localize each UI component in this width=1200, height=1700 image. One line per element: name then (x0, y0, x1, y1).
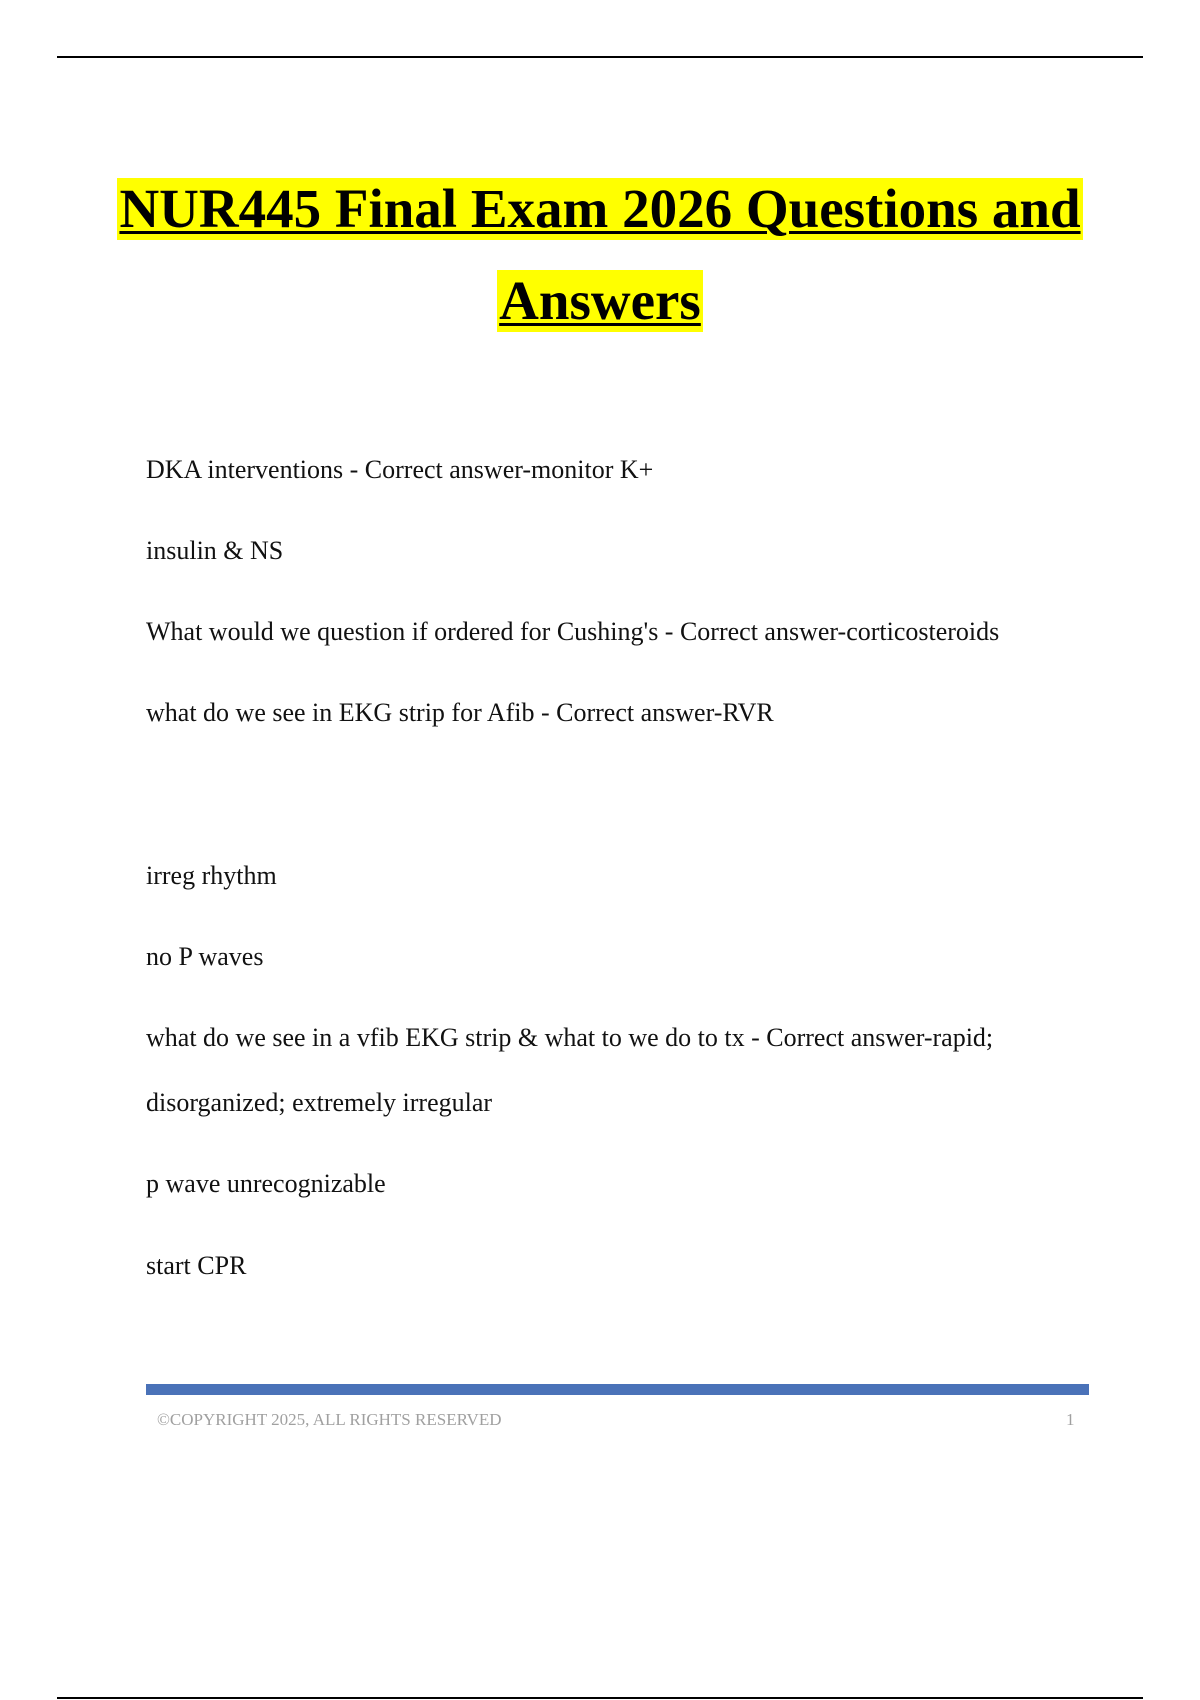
qa-line: insulin & NS (146, 536, 284, 565)
footer-copyright: ©COPYRIGHT 2025, ALL RIGHTS RESERVED (157, 1410, 502, 1429)
qa-line: What would we question if ordered for Cushing's - Correct answer-corticosteroids (146, 617, 1000, 646)
qa-line: DKA interventions - Correct answer-monitor K+ (146, 455, 654, 484)
header-rule (57, 56, 1143, 58)
qa-line: irreg rhythm (146, 861, 277, 890)
qa-line: what do we see in EKG strip for Afib - Correct answer-RVR (146, 698, 774, 727)
qa-line: what do we see in a vfib EKG strip & what to we do to tx - Correct answer-rapid; (146, 1023, 994, 1052)
footer-bar (146, 1384, 1089, 1395)
title-line-1: NUR445 Final Exam 2026 Questions and (119, 178, 1081, 239)
qa-line: no P waves (146, 942, 264, 971)
qa-line: start CPR (146, 1251, 247, 1280)
bottom-rule (57, 1697, 1143, 1699)
qa-line: p wave unrecognizable (146, 1169, 386, 1198)
qa-line: disorganized; extremely irregular (146, 1088, 493, 1117)
page-number: 1 (1066, 1410, 1075, 1429)
title-line-2: Answers (499, 270, 701, 331)
